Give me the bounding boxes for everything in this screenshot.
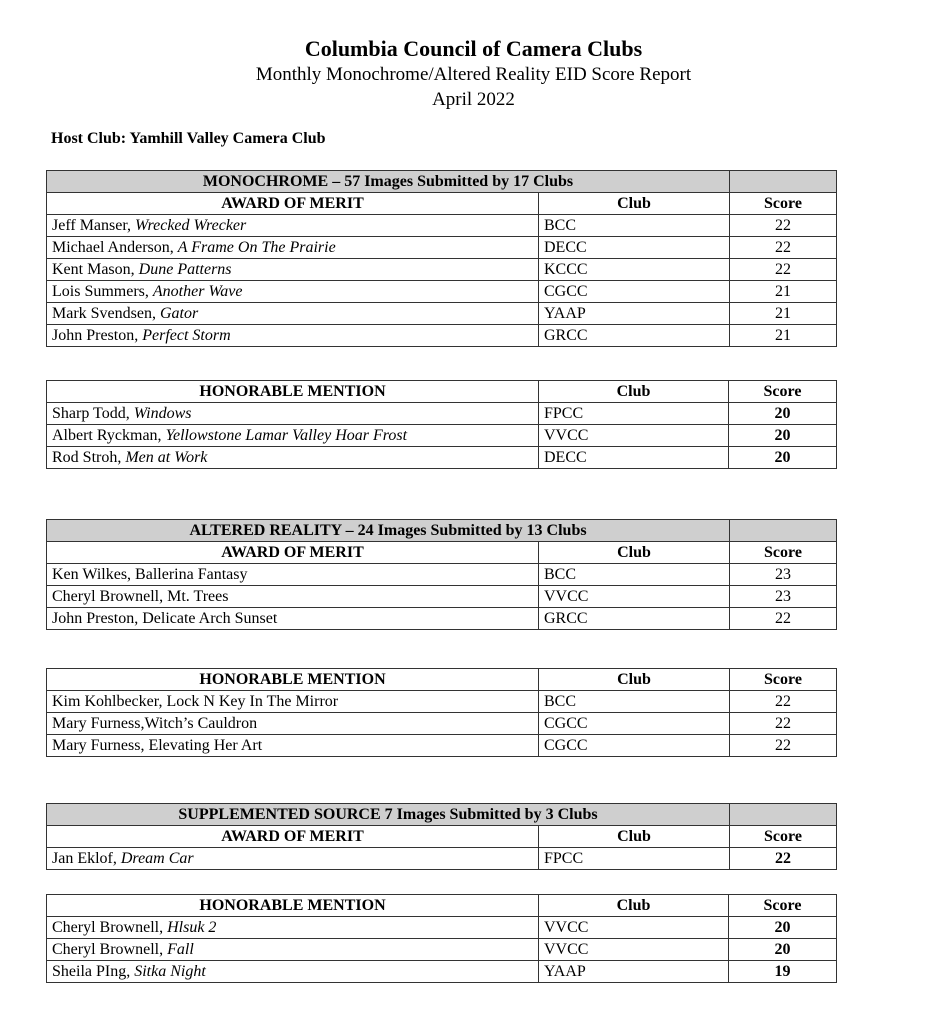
club-cell: FPCC <box>539 403 729 425</box>
club-cell: YAAP <box>539 961 729 983</box>
table-row <box>47 325 837 347</box>
score-cell: 22 <box>730 848 837 870</box>
entry-author: Jeff Manser, <box>52 217 136 234</box>
score-cell: 22 <box>730 691 837 713</box>
entry-cell <box>47 325 539 347</box>
entry-cell <box>47 215 539 237</box>
page-title: Columbia Council of Camera Clubs <box>304 36 643 61</box>
club-header: Club <box>539 193 730 215</box>
entry-author: Kim Kohlbecker, Lock N Key In The Mirror <box>52 693 339 710</box>
club-header: Club <box>539 542 730 564</box>
club-cell: BCC <box>539 691 730 713</box>
score-header: Score <box>729 895 837 917</box>
entry-author: Albert Ryckman, <box>52 427 166 444</box>
score-cell: 22 <box>730 237 837 259</box>
score-cell: 22 <box>730 608 837 630</box>
entry-cell <box>47 564 539 586</box>
score-cell: 20 <box>729 917 837 939</box>
entry-author: Michael Anderson, <box>52 239 178 256</box>
table-row <box>47 237 837 259</box>
score-cell: 22 <box>730 215 837 237</box>
entry-author: Cheryl Brownell, Mt. Trees <box>52 588 229 605</box>
table-row <box>47 848 837 870</box>
entry-title: A Frame On The Prairie <box>177 239 336 256</box>
award-heading: AWARD OF MERIT <box>47 826 539 848</box>
entry-cell <box>47 586 539 608</box>
club-cell: DECC <box>539 447 729 469</box>
club-cell: CGCC <box>539 713 730 735</box>
score-header: Score <box>730 669 837 691</box>
section-caption: MONOCHROME – 57 Images Submitted by 17 Clubs <box>47 171 730 193</box>
table-row <box>47 564 837 586</box>
table-row <box>47 447 837 469</box>
score-header: Score <box>730 826 837 848</box>
entry-author: Ken Wilkes, Ballerina Fantasy <box>52 566 248 583</box>
entry-title: Another Wave <box>152 283 243 300</box>
altered-reality-merit-table <box>46 519 837 630</box>
club-cell: DECC <box>539 237 730 259</box>
score-cell: 21 <box>730 303 837 325</box>
table-row <box>47 215 837 237</box>
entry-title: Yellowstone Lamar Valley Hoar Frost <box>165 427 408 444</box>
club-cell: YAAP <box>539 303 730 325</box>
entry-author: Sharp Todd, <box>52 405 134 422</box>
entry-title: Sitka Night <box>134 963 206 980</box>
club-header: Club <box>539 669 730 691</box>
club-header: Club <box>539 826 730 848</box>
report-subtitle: Monthly Monochrome/Altered Reality EID Score Report <box>255 64 692 85</box>
table-row <box>47 939 837 961</box>
entry-cell <box>47 939 539 961</box>
entry-cell <box>47 259 539 281</box>
entry-cell <box>47 303 539 325</box>
club-cell: VVCC <box>539 425 729 447</box>
club-cell: GRCC <box>539 325 730 347</box>
entry-title: Windows <box>133 405 192 422</box>
entry-title: Men at Work <box>125 449 208 466</box>
entry-title: Fall <box>167 941 194 958</box>
entry-cell <box>47 447 539 469</box>
club-cell: VVCC <box>539 939 729 961</box>
entry-cell <box>47 713 539 735</box>
table-row <box>47 691 837 713</box>
entry-title: Wrecked Wrecker <box>135 217 247 234</box>
score-cell: 21 <box>730 281 837 303</box>
entry-author: John Preston, Delicate Arch Sunset <box>52 610 278 627</box>
table-row <box>47 403 837 425</box>
score-cell: 22 <box>730 713 837 735</box>
score-header: Score <box>730 193 837 215</box>
table-row <box>47 259 837 281</box>
club-cell: CGCC <box>539 281 730 303</box>
score-cell: 23 <box>730 564 837 586</box>
award-heading: HONORABLE MENTION <box>47 669 539 691</box>
award-heading: AWARD OF MERIT <box>47 542 539 564</box>
award-heading: HONORABLE MENTION <box>47 381 539 403</box>
club-cell: BCC <box>539 564 730 586</box>
entry-cell <box>47 403 539 425</box>
table-row <box>47 586 837 608</box>
award-heading: HONORABLE MENTION <box>47 895 539 917</box>
caption-blank-cell <box>730 171 837 193</box>
entry-author: Mary Furness, Elevating Her Art <box>52 737 263 754</box>
score-cell: 20 <box>729 447 837 469</box>
score-cell: 20 <box>729 403 837 425</box>
entry-title: Perfect Storm <box>142 327 231 344</box>
entry-cell <box>47 961 539 983</box>
entry-author: Cheryl Brownell, <box>52 919 168 936</box>
score-cell: 19 <box>729 961 837 983</box>
monochrome-honorable-table <box>46 380 837 469</box>
host-club: Host Club: Yamhill Valley Camera Club <box>51 130 326 147</box>
entry-author: Sheila PIng, <box>52 963 135 980</box>
score-cell: 23 <box>730 586 837 608</box>
entry-author: Rod Stroh, <box>52 449 126 466</box>
entry-cell <box>47 917 539 939</box>
score-header: Score <box>730 542 837 564</box>
report-date: April 2022 <box>432 89 515 110</box>
score-cell: 20 <box>729 939 837 961</box>
entry-cell <box>47 735 539 757</box>
entry-cell <box>47 237 539 259</box>
table-row <box>47 303 837 325</box>
entry-author: Mark Svendsen, <box>52 305 160 322</box>
altered-reality-honorable-table <box>46 668 837 757</box>
club-cell: VVCC <box>539 917 729 939</box>
club-cell: VVCC <box>539 586 730 608</box>
entry-author: Cheryl Brownell, <box>52 941 168 958</box>
entry-cell <box>47 281 539 303</box>
entry-author: John Preston, <box>52 327 143 344</box>
entry-title: Dune Patterns <box>138 261 232 278</box>
section-caption: ALTERED REALITY – 24 Images Submitted by 13 Clubs <box>47 520 730 542</box>
award-heading: AWARD OF MERIT <box>47 193 539 215</box>
entry-author: Jan Eklof, <box>52 850 121 867</box>
entry-cell <box>47 848 539 870</box>
club-cell: CGCC <box>539 735 730 757</box>
club-header: Club <box>539 381 729 403</box>
score-cell: 22 <box>730 259 837 281</box>
entry-cell <box>47 691 539 713</box>
entry-cell <box>47 608 539 630</box>
club-cell: GRCC <box>539 608 730 630</box>
score-cell: 21 <box>730 325 837 347</box>
score-header: Score <box>729 381 837 403</box>
entry-author: Mary Furness,Witch’s Cauldron <box>52 715 258 732</box>
club-cell: FPCC <box>539 848 730 870</box>
table-row <box>47 713 837 735</box>
caption-blank-cell <box>730 520 837 542</box>
table-row <box>47 735 837 757</box>
table-row <box>47 281 837 303</box>
monochrome-merit-table <box>46 170 837 347</box>
table-row <box>47 425 837 447</box>
table-row <box>47 608 837 630</box>
section-caption: SUPPLEMENTED SOURCE 7 Images Submitted by 3 Clubs <box>47 804 730 826</box>
club-header: Club <box>539 895 729 917</box>
entry-title: Hlsuk 2 <box>167 919 217 936</box>
entry-title: Gator <box>159 305 199 322</box>
entry-cell <box>47 425 539 447</box>
supplemented-source-merit-table <box>46 803 837 870</box>
score-cell: 20 <box>729 425 837 447</box>
score-cell: 22 <box>730 735 837 757</box>
entry-title: Dream Car <box>120 850 194 867</box>
table-row <box>47 917 837 939</box>
table-row <box>47 961 837 983</box>
supplemented-source-honorable-table <box>46 894 837 983</box>
caption-blank-cell <box>730 804 837 826</box>
entry-author: Kent Mason, <box>52 261 139 278</box>
club-cell: BCC <box>539 215 730 237</box>
club-cell: KCCC <box>539 259 730 281</box>
entry-author: Lois Summers, <box>52 283 153 300</box>
